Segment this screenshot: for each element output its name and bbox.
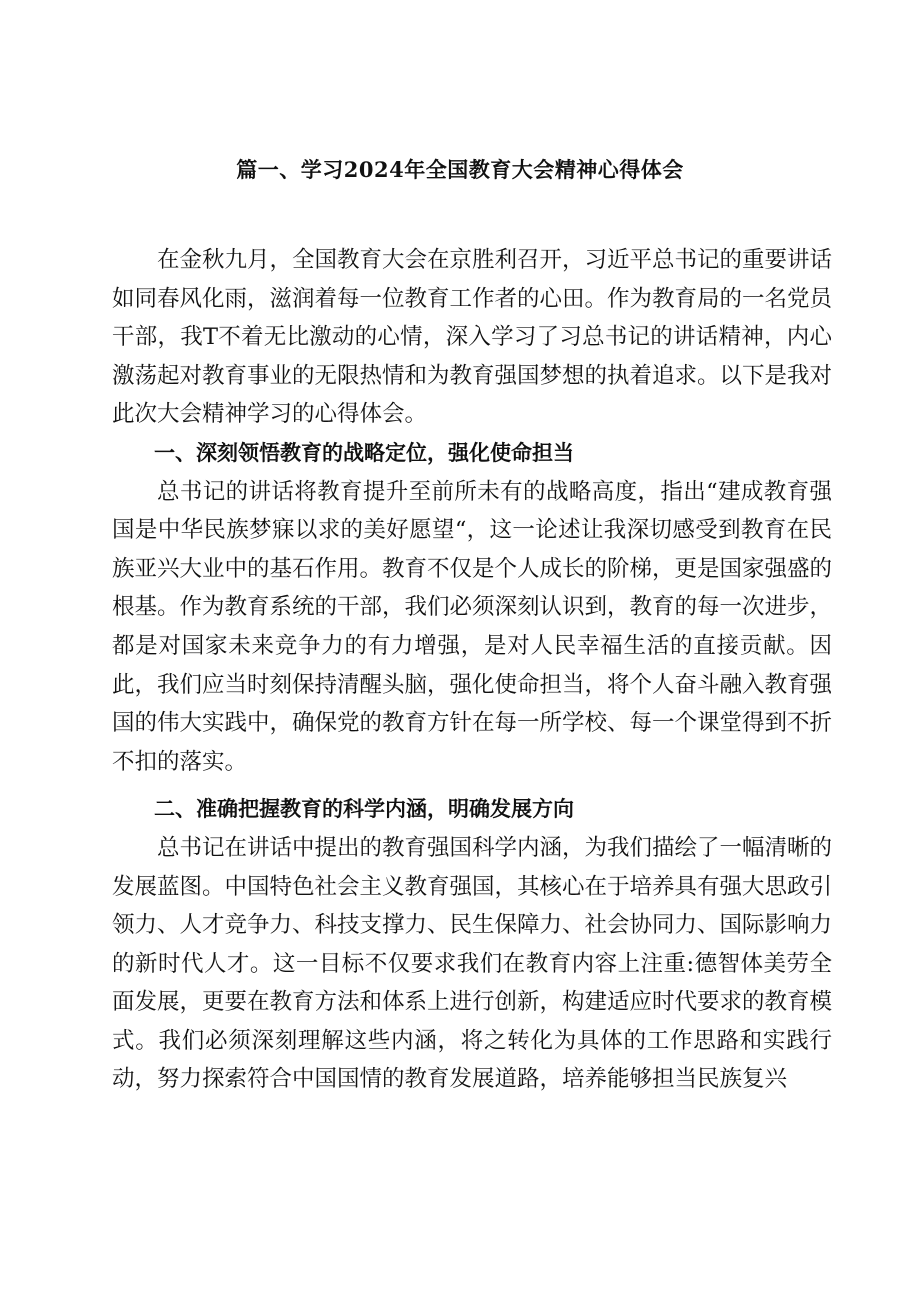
paragraph-section-2: 总书记在讲话中提出的教育强国科学内涵，为我们描绘了一幅清晰的发展蓝图。中国特色社会主义教育强国，其核心在于培养具有强大思政引领力、人才竞争力、科技支撑力、民生保障力、社会协同力、国际影响力的新时代人才。这一目标不仅要求我们在教育内容上注重:德智体美劳全面发展，更要在教育方法和体系上进行创新，构建适应时代要求的教育模式。我们必须深刻理解这些内涵，将之转化为具体的工作思路和实践行动，努力探索符合中国国情的教育发展道路，培养能够担当民族复兴 bbox=[112, 834, 833, 1093]
paragraph-section-1: 总书记的讲话将教育提升至前所未有的战略高度，指出“建成教育强国是中华民族梦寐以求的美好愿望“，这一论述让我深切感受到教育在民族亚兴大业中的基石作用。教育不仅是个人成长的阶梯，更是国家强盛的根基。作为教育系统的干部，我们必须深刻认识到，教育的每一次进步，都是对国家未来竞争力的有力增强，是对人民幸福生活的直接贡献。因此，我们应当时刻保持清醒头脑，强化使命担当，将个人奋斗融入教育强国的伟大实践中，确保党的教育方针在每一所学校、每一个课堂得到不折不扣的落实。 bbox=[112, 478, 833, 775]
section-heading-1: 一、深刻领悟教育的战略定位，强化使命担当 bbox=[154, 439, 574, 465]
section-heading-2: 二、准确把握教育的科学内涵，明确发展方向 bbox=[154, 796, 574, 822]
paragraph-intro: 在金秋九月，全国教育大会在京胜利召开，习近平总书记的重要讲话如同春风化雨，滋润着每一位教育工作者的心田。作为教育局的一名党员干部，我T不着无比激动的心情，深入学习了习总书记的讲话精神，内心激荡起对教育事业的无限热情和为教育强国梦想的执着追求。以下是我对此次大会精神学习的心得体会。 bbox=[112, 247, 833, 428]
document-title: 篇一、学习2024年全国教育大会精神心得体会 bbox=[236, 157, 684, 182]
document-body bbox=[112, 241, 832, 1099]
